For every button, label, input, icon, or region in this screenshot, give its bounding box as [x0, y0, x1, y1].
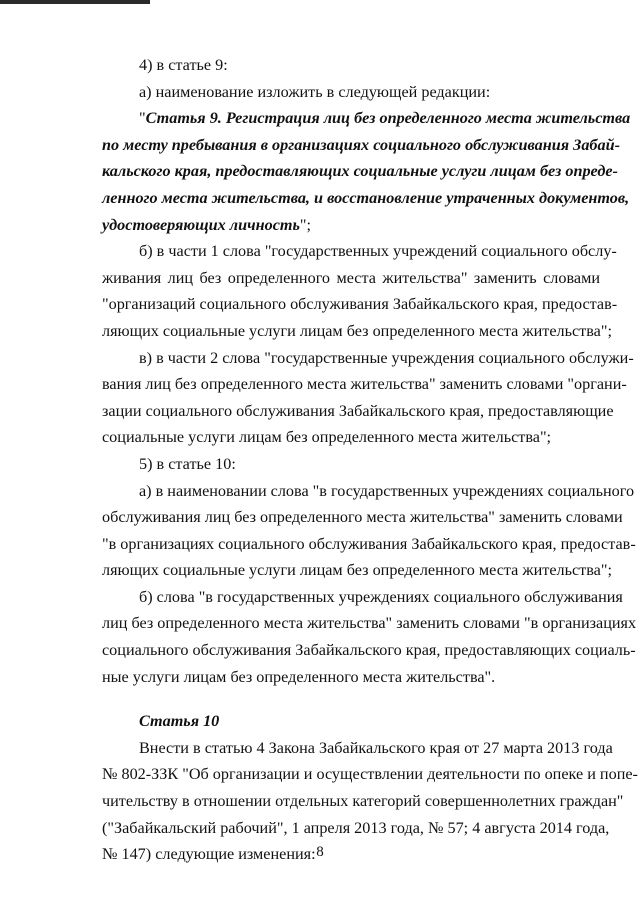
- paragraph-line: № 147) следующие изменения:: [102, 845, 316, 864]
- new-title-end: удостоверяющих личность: [102, 215, 300, 234]
- new-title-line-5: [102, 212, 600, 239]
- list-item-article-10: 5) в статье 10:: [139, 454, 236, 473]
- paragraph-line: "организаций социального обслуживания Забайкальского края, предостав-: [102, 295, 618, 314]
- open-quote: ": [139, 109, 146, 128]
- new-title-line-2: по месту пребывания в организациях социального обслуживания Забай-: [102, 135, 620, 154]
- sub-item-a-title: а) наименование изложить в следующей редакции:: [139, 82, 491, 101]
- paragraph-line: "в организациях социального обслуживания Забайкальского края, предостав-: [102, 534, 636, 553]
- paragraph-line: социального обслуживания Забайкальского края, предоставляющих социаль-: [102, 641, 636, 660]
- paragraph-line: № 802-ЗЗК "Об организации и осуществлении деятельности по опеке и попе-: [102, 765, 638, 784]
- page-number: 8: [316, 844, 324, 860]
- new-title-line-4: ленного места жительства, и восстановление утраченных документов,: [102, 188, 630, 207]
- paragraph-line: в) в части 2 слова "государственные учреждения социального обслужи-: [139, 348, 634, 367]
- paragraph-line: ляющих социальные услуги лицам без определенного места жительства";: [102, 561, 612, 580]
- new-title-line-3: кальского края, предоставляющих социальные услуги лицам без опреде-: [102, 162, 618, 181]
- new-title-text: Статья 9. Регистрация лиц без определенного места жительства: [145, 109, 631, 128]
- paragraph-line: б) слова "в государственных учреждениях социального обслуживания: [139, 587, 623, 606]
- new-title-line-1: [102, 105, 631, 132]
- paragraph-line: Внести в статью 4 Закона Забайкальского края от 27 марта 2013 года: [139, 738, 613, 757]
- paragraph-line: ные услуги лицам без определенного места жительства".: [102, 667, 496, 686]
- paragraph-line: ляющих социальные услуги лицам без определенного места жительства";: [102, 321, 612, 340]
- list-item-article-9: 4) в статье 9:: [139, 56, 228, 74]
- paragraph-line: обслуживания лиц без определенного места жительства" заменить словами: [102, 508, 623, 527]
- paragraph-line: а) в наименовании слова "в государственных учреждениях социального: [139, 481, 635, 500]
- document-body: [102, 52, 638, 868]
- paragraph-line: б) в части 1 слова "государственных учреждений социального обслу-: [139, 242, 617, 261]
- paragraph-line: социальные услуги лицам без определенного места жительства";: [102, 428, 552, 447]
- section-gap: [102, 690, 600, 708]
- paragraph-line: лиц без определенного места жительства" заменить словами "в организациях: [102, 614, 637, 633]
- paragraph-line: ("Забайкальский рабочий", 1 апреля 2013 года, № 57; 4 августа 2014 года,: [102, 818, 610, 837]
- paragraph-line: зации социального обслуживания Забайкальского края, предоставляющие: [102, 401, 614, 420]
- section-heading: Статья 10: [139, 712, 220, 731]
- scan-edge-mark: [0, 0, 150, 4]
- paragraph-line: чительству в отношении отдельных категорий совершеннолетних граждан": [102, 792, 624, 811]
- paragraph-line: живания лиц без определенного места жительства" заменить словами: [102, 268, 600, 287]
- close-quote: ";: [299, 215, 311, 234]
- paragraph-line: вания лиц без определенного места жительства" заменить словами "органи-: [102, 375, 627, 394]
